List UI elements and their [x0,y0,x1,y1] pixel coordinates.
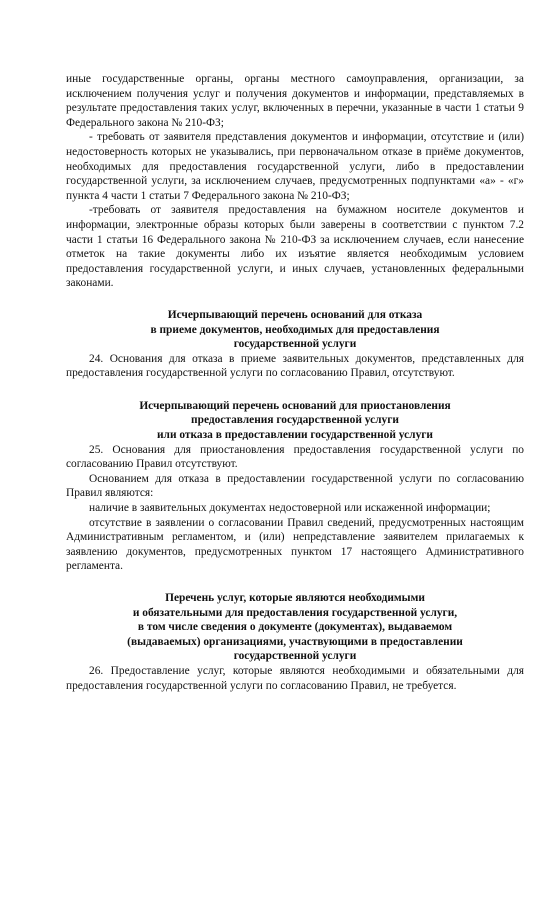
heading-line: в приеме документов, необходимых для предоставления [150,323,440,336]
section-heading-refusal-acceptance [66,308,524,352]
heading-line: Исчерпывающий перечень оснований для отказа [167,308,423,321]
heading-line: или отказа в предоставлении государственной услуги [156,429,433,442]
heading-line: в том числе сведения о документе (документах), выдаваемом [137,621,453,634]
paragraph-intro-continuation: иные государственные органы, органы местного самоуправления, организации, за исключением получения услуг и получения документов и информации, представляемых в результате предоставления таких услуг, включенных в перечни, указанные в части 1 статьи 9 Федерального закона № 210-ФЗ; [66,73,524,129]
heading-line: предоставления государственной услуги [191,414,399,427]
paragraph-ground-unreliable-info: наличие в заявительных документах недостоверной или искаженной информации; [89,502,491,515]
paragraph-26: 26. Предоставление услуг, которые являются необходимыми и обязательными для предоставления государственной услуги по согласованию Правил, не требуется. [66,664,524,692]
paragraph-25: 25. Основания для приостановления предоставления государственной услуги по согласованию Правил отсутствуют. [66,443,524,471]
heading-line: и обязательными для предоставления государственной услуги, [132,606,458,619]
section-heading-necessary-services [66,591,524,664]
paragraph-requirement-paper: -требовать от заявителя предоставления на бумажном носителе документов и информации, электронные образы которых были заверены в соответствии с пунктом 7.2 части 1 статьи 16 Федерального закона № 210-ФЗ за исключением случаев, если нанесение отметок на такие документы либо их изъятие является необходимым условием предоставления государственной услуги, и иных случаев, установленных федеральными законами. [66,204,524,290]
section-heading-suspension-refusal [66,399,524,443]
heading-line: государственной услуги [233,338,357,351]
heading-line: государственной услуги [233,650,357,663]
document-page [66,72,524,693]
heading-line: (выдаваемых) организациями, участвующими в предоставлении [127,635,463,648]
paragraph-requirement-documents: - требовать от заявителя представления документов и информации, отсутствие и (или) недостоверность которых не указывались, при первоначальном отказе в приёме документов, необходимых для предоставления государственной услуги, либо в предоставлении государственной услуги, за исключением случаев, предусмотренных подпунктами «а» - «г» пункта 4 части 1 статьи 7 Федерального закона № 210-ФЗ; [66,131,524,202]
paragraph-refusal-grounds: Основанием для отказа в предоставлении государственной услуги по согласованию Правил являются: [66,472,524,500]
paragraph-ground-missing-info: отсутствие в заявлении о согласовании Правил сведений, предусмотренных настоящим Административным регламентом, и (или) непредставление заявителем прилагаемых к заявлению документов, предусмотренных пунктом 17 настоящего Административного регламента. [66,516,524,573]
paragraph-24: 24. Основания для отказа в приеме заявительных документов, представленных для предоставления государственной услуги по согласованию Правил, отсутствуют. [66,352,524,380]
heading-line: Перечень услуг, которые являются необходимыми [165,592,425,604]
heading-line: Исчерпывающий перечень оснований для приостановления [139,399,451,412]
